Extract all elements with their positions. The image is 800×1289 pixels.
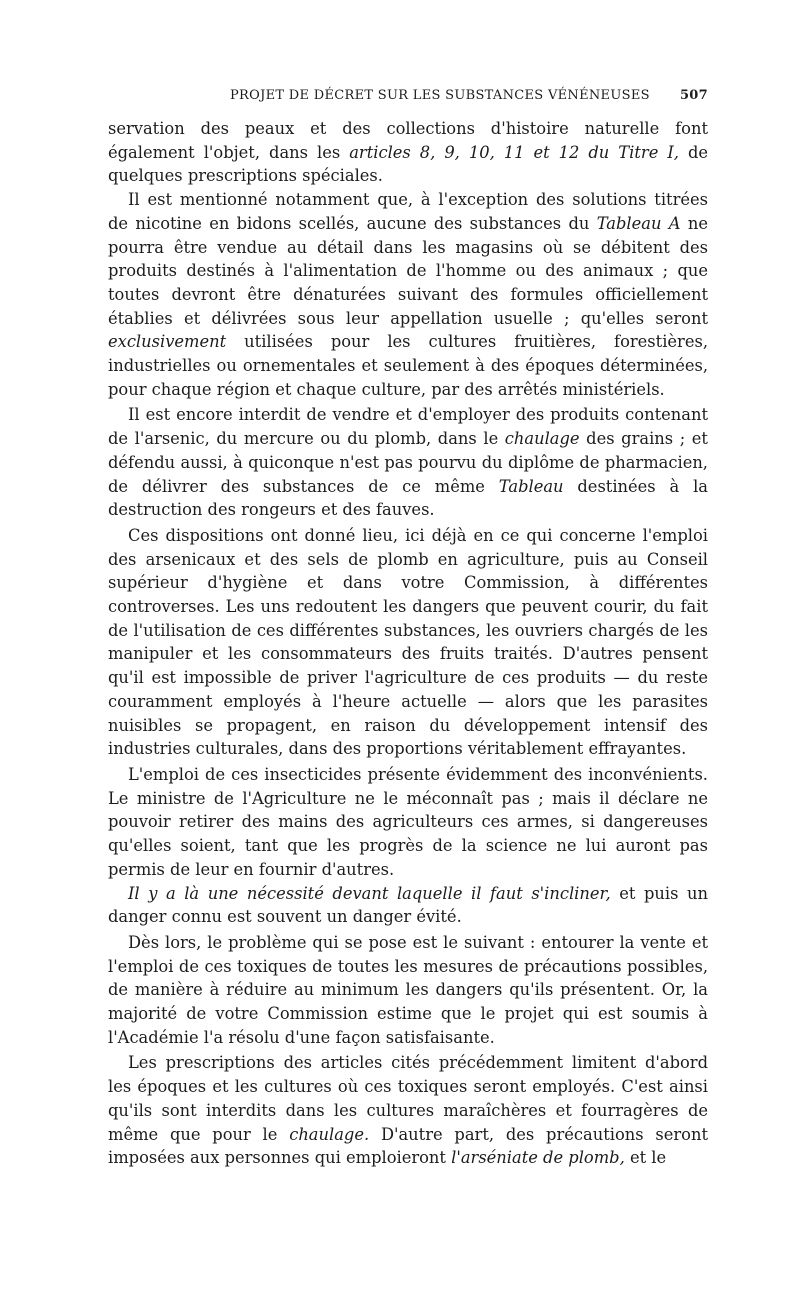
paragraph-2 xyxy=(108,188,708,401)
italic-reference: articles 8, 9, 10, 11 et 12 du Titre I, xyxy=(349,142,679,162)
paragraph-text: Les prescriptions des articles cités précédemment limitent d'abord les époques et les cultures où ces toxiques seront employés. C'est ainsi qu'ils sont interdits dans les cultures maraîchères et fourragères de même que pour le xyxy=(108,1053,708,1144)
italic-term: chaulage xyxy=(504,429,580,449)
paragraph-text: Il est mentionné notamment que, à l'exception des solutions titrées de nicotine en bidons scellés, aucune des substances du xyxy=(108,190,708,233)
italic-term: chaulage. xyxy=(289,1124,370,1144)
paragraph-text: et puis un danger connu est souvent un danger évité. xyxy=(108,883,708,927)
paragraph-text: utilisées pour les cultures fruitières, forestières, industrielles ou ornementales et seulement à des époques déterminées, pour chaque région et chaque culture, par des arrêtés ministériels. xyxy=(108,332,708,399)
paragraph-text: destinées à la destruction des rongeurs et des fauves. xyxy=(108,476,708,520)
italic-emphasis: exclusivement xyxy=(108,332,227,352)
paragraph-text: L'emploi de ces insecticides présente évidemment des inconvénients. Le ministre de l'Agriculture ne le méconnaît pas ; mais il déclare ne pouvoir retirer des mains des agriculteurs ces armes, si dangereuses qu'elles soient, tant que les progrès de la science ne lui auront pas permis de leur en fournir d'autres. xyxy=(108,764,708,879)
paragraph-6 xyxy=(108,882,708,929)
italic-term: l'arséniate de plomb, xyxy=(451,1148,625,1168)
paragraph-text: D'autre part, des précautions seront imposées aux personnes qui emploieront xyxy=(108,1124,708,1168)
italic-quote: Il y a là une nécessité devant laquelle il faut s'incliner, xyxy=(128,883,611,903)
italic-reference: Tableau xyxy=(498,476,564,496)
paragraph-text: des grains ; et défendu aussi, à quiconque n'est pas pourvu du diplôme de pharmacien, de délivrer des substances de ce même xyxy=(108,429,708,496)
paragraph-text: Ces dispositions ont donné lieu, ici déjà en ce qui concerne l'emploi des arsenicaux et des sels de plomb en agriculture, puis au Conseil supérieur d'hygiène et dans votre Commission, à différentes controverses. Les uns redoutent les dangers que peuvent courir, du fait de l'utilisation de ces différentes substances, les ouvriers chargés de les manipuler et les consommateurs des fruits traités. D'autres pensent qu'il est impossible de priver l'agriculture de ces produits — du reste couramment employés à l'heure actuelle — alors que les parasites nuisibles se propagent, en raison du développement intensif des industries culturales, dans des proportions véritablement effrayantes. xyxy=(108,525,708,759)
paragraph-1 xyxy=(108,117,708,188)
paragraph-7 xyxy=(108,931,708,1050)
paragraph-text: et le xyxy=(624,1148,667,1168)
paragraph-text: ne pourra être vendue au détail dans les magasins où se débitent des produits destinés à l'alimentation de l'homme ou des animaux ; que toutes devront être dénaturées suivant des formules officiellement établies et délivrées sous leur appellation usuelle ; qu'elles seront xyxy=(108,213,708,328)
page-number: 507 xyxy=(679,88,708,103)
paragraph-text: servation des peaux et des collections d'histoire naturelle font également l'objet, dans les xyxy=(108,119,708,162)
body-text xyxy=(108,117,708,1170)
paragraph-text: Il est encore interdit de vendre et d'employer des produits contenant de l'arsenic, du mercure ou du plomb, dans le xyxy=(108,405,708,449)
running-title: PROJET DE DÉCRET SUR LES SUBSTANCES VÉNÉNEUSES xyxy=(230,88,650,103)
paragraph-text: de quelques prescriptions spéciales. xyxy=(108,142,709,186)
italic-reference: Tableau A xyxy=(596,213,681,233)
paragraph-text: Dès lors, le problème qui se pose est le suivant : entourer la vente et l'emploi de ces toxiques de toutes les mesures de précautions possibles, de manière à réduire au minimum les dangers qu'ils présentent. Or, la majorité de votre Commission estime que le projet qui est soumis à l'Académie l'a résolu d'une façon satisfaisante. xyxy=(108,932,708,1047)
paragraph-5 xyxy=(108,763,708,882)
paragraph-3 xyxy=(108,403,708,522)
paragraph-8 xyxy=(108,1051,708,1170)
paragraph-4 xyxy=(108,524,708,761)
running-header xyxy=(108,88,708,110)
